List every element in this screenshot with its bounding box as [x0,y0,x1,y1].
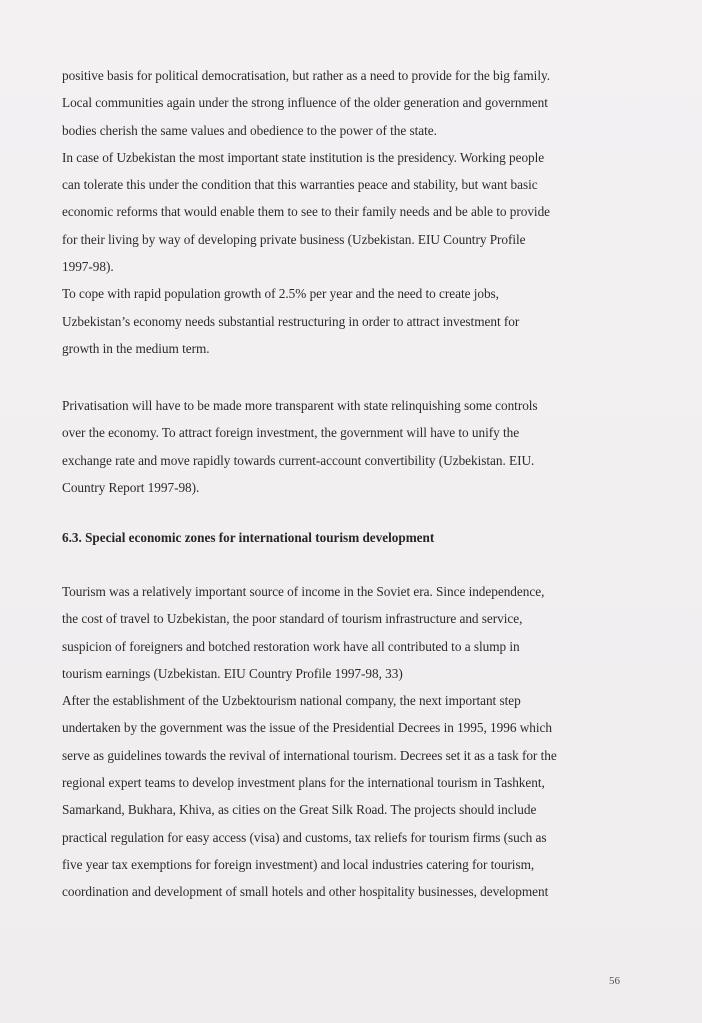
text-line: the cost of travel to Uzbekistan, the poor standard of tourism infrastructure and service, [62,611,523,627]
text-line: exchange rate and move rapidly towards current-account convertibility (Uzbekistan. EIU. [62,452,535,468]
text-line: Uzbekistan’s economy needs substantial restructuring in order to attract investment for [62,313,520,329]
text-line: tourism earnings (Uzbekistan. EIU Country Profile 1997-98, 33) [62,665,403,681]
text-line: undertaken by the government was the issue of the Presidential Decrees in 1995, 1996 which [62,720,552,736]
text-line: suspicion of foreigners and botched restoration work have all contributed to a slump in [62,638,520,654]
paragraph-block-3 [62,578,642,906]
text-line: Privatisation will have to be made more transparent with state relinquishing some controls [62,398,538,413]
paragraph-block-2 [62,392,642,501]
text-line: practical regulation for easy access (visa) and customs, tax reliefs for tourism firms (such as [62,829,547,845]
text-line: Tourism was a relatively important source of income in the Soviet era. Since independence, [62,584,545,599]
text-line: economic reforms that would enable them to see to their family needs and be able to provide [62,204,551,220]
text-line: Local communities again under the strong influence of the older generation and government [62,95,548,111]
text-line: can tolerate this under the condition that this warranties peace and stability, but want basic [62,177,538,193]
text-line: To cope with rapid population growth of 2.5% per year and the need to create jobs, [62,286,499,302]
text-line: Country Report 1997-98). [62,479,200,495]
text-line: positive basis for political democratisation, but rather as a need to provide for the big family. [62,68,550,83]
text-line: for their living by way of developing private business (Uzbekistan. EIU Country Profile [62,231,526,247]
page-number: 56 [609,975,620,987]
text-line: bodies cherish the same values and obedience to the power of the state. [62,122,437,138]
text-line: regional expert teams to develop investment plans for the international tourism in Tashkent, [62,775,545,791]
text-line: After the establishment of the Uzbektourism national company, the next important step [62,693,521,709]
text-line: five year tax exemptions for foreign investment) and local industries catering for tourism, [62,856,535,872]
text-line: serve as guidelines towards the revival of international tourism. Decrees set it as a task for the [62,747,557,763]
text-line: 1997-98). [62,259,114,275]
text-line: growth in the medium term. [62,340,210,356]
text-line: Samarkand, Bukhara, Khiva, as cities on the Great Silk Road. The projects should include [62,802,537,818]
text-line: In case of Uzbekistan the most important state institution is the presidency. Working people [62,149,545,165]
text-line: coordination and development of small hotels and other hospitality businesses, development [62,884,549,900]
paragraph-block-1 [62,62,642,362]
section-heading: 6.3. Special economic zones for international tourism development [62,530,435,545]
text-line: over the economy. To attract foreign investment, the government will have to unify the [62,425,520,441]
